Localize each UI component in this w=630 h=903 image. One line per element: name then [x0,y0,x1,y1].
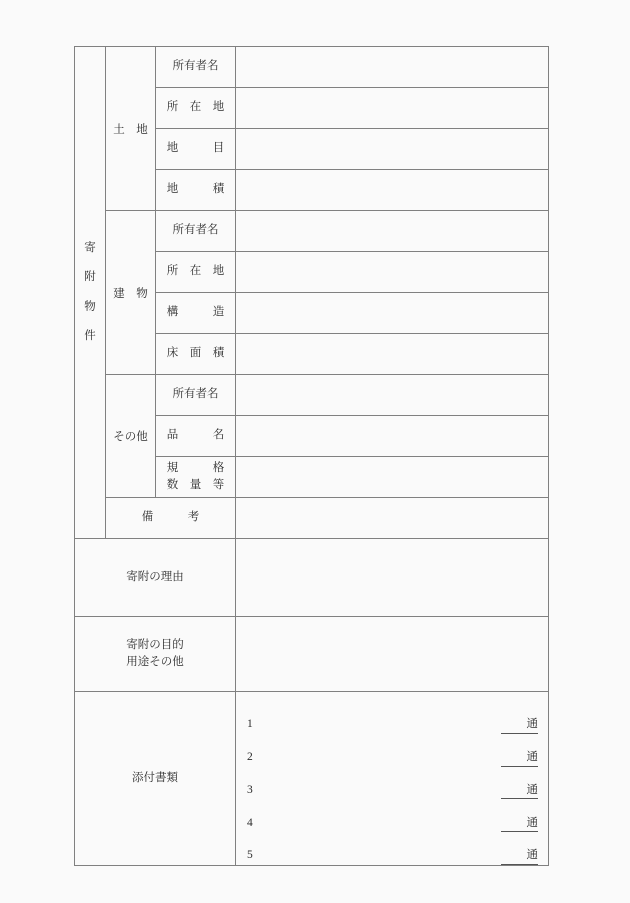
attachment-number-2: 2 [247,751,253,764]
section-label-attachments: 添付書類 [75,692,236,866]
attachment-number-1: 1 [247,718,253,731]
property-group-label [75,47,106,539]
table-row [75,692,549,866]
category-label-other: その他 [106,375,156,498]
list-item [236,734,548,767]
field-label-other-owner: 所有者名 [156,375,236,416]
category-label-building: 建 物 [106,211,156,375]
attachments-list [236,692,548,865]
attachment-number-4: 4 [247,816,253,829]
field-label-building-location: 所 在 地 [156,252,236,293]
attachments-list-cell [236,692,549,866]
field-value-land-area[interactable] [236,170,549,211]
field-label-land-category: 地 目 [156,129,236,170]
attachment-number-3: 3 [247,783,253,796]
list-item [236,701,548,734]
group-label-char-4: 件 [84,329,96,342]
field-label-building-structure: 構 造 [156,293,236,334]
attachment-count-unit-3[interactable]: 通 [501,785,539,800]
table-row [75,211,549,252]
field-value-building-floor-area[interactable] [236,334,549,375]
section-label-reason: 寄附の理由 [75,539,236,617]
attachment-count-unit-2[interactable]: 通 [501,752,539,767]
section-label-purpose [75,617,236,692]
field-value-land-location[interactable] [236,88,549,129]
table-row [75,47,549,88]
section-value-reason[interactable] [236,539,549,617]
table-row [75,375,549,416]
field-label-other-item-name: 品 名 [156,416,236,457]
field-value-building-owner[interactable] [236,211,549,252]
field-label-remarks: 備 考 [106,498,236,539]
table-row [75,539,549,617]
attachment-count-unit-5[interactable]: 通 [501,850,539,865]
field-value-land-category[interactable] [236,129,549,170]
field-label-land-area: 地 積 [156,170,236,211]
group-label-char-3: 物 [84,300,96,313]
field-value-remarks[interactable] [236,498,549,539]
spec-label-line2: 数 量 等 [166,479,225,491]
list-item [236,767,548,800]
field-value-other-item-name[interactable] [236,416,549,457]
field-label-building-owner: 所有者名 [156,211,236,252]
attachment-number-5: 5 [247,849,253,862]
field-label-building-floor-area: 床 面 積 [156,334,236,375]
table-row [75,617,549,692]
purpose-label-line1: 寄附の目的 [126,638,184,651]
field-label-other-spec-quantity [156,457,236,498]
field-value-land-owner[interactable] [236,47,549,88]
field-label-land-owner: 所有者名 [156,47,236,88]
field-value-building-location[interactable] [236,252,549,293]
list-item [236,799,548,832]
field-value-other-owner[interactable] [236,375,549,416]
table-row [75,498,549,539]
field-label-land-location: 所 在 地 [156,88,236,129]
attachment-count-unit-4[interactable]: 通 [501,818,539,833]
list-item [236,832,548,865]
group-label-char-1: 寄 [84,241,96,254]
category-label-land: 土 地 [106,47,156,211]
spec-label-line1: 規 格 [166,462,225,475]
section-value-purpose[interactable] [236,617,549,692]
field-value-building-structure[interactable] [236,293,549,334]
group-label-char-2: 附 [84,271,96,284]
donation-form-table [74,46,549,866]
attachment-count-unit-1[interactable]: 通 [501,719,539,734]
purpose-label-line2: 用途その他 [126,656,184,668]
field-value-other-spec-quantity[interactable] [236,457,549,498]
